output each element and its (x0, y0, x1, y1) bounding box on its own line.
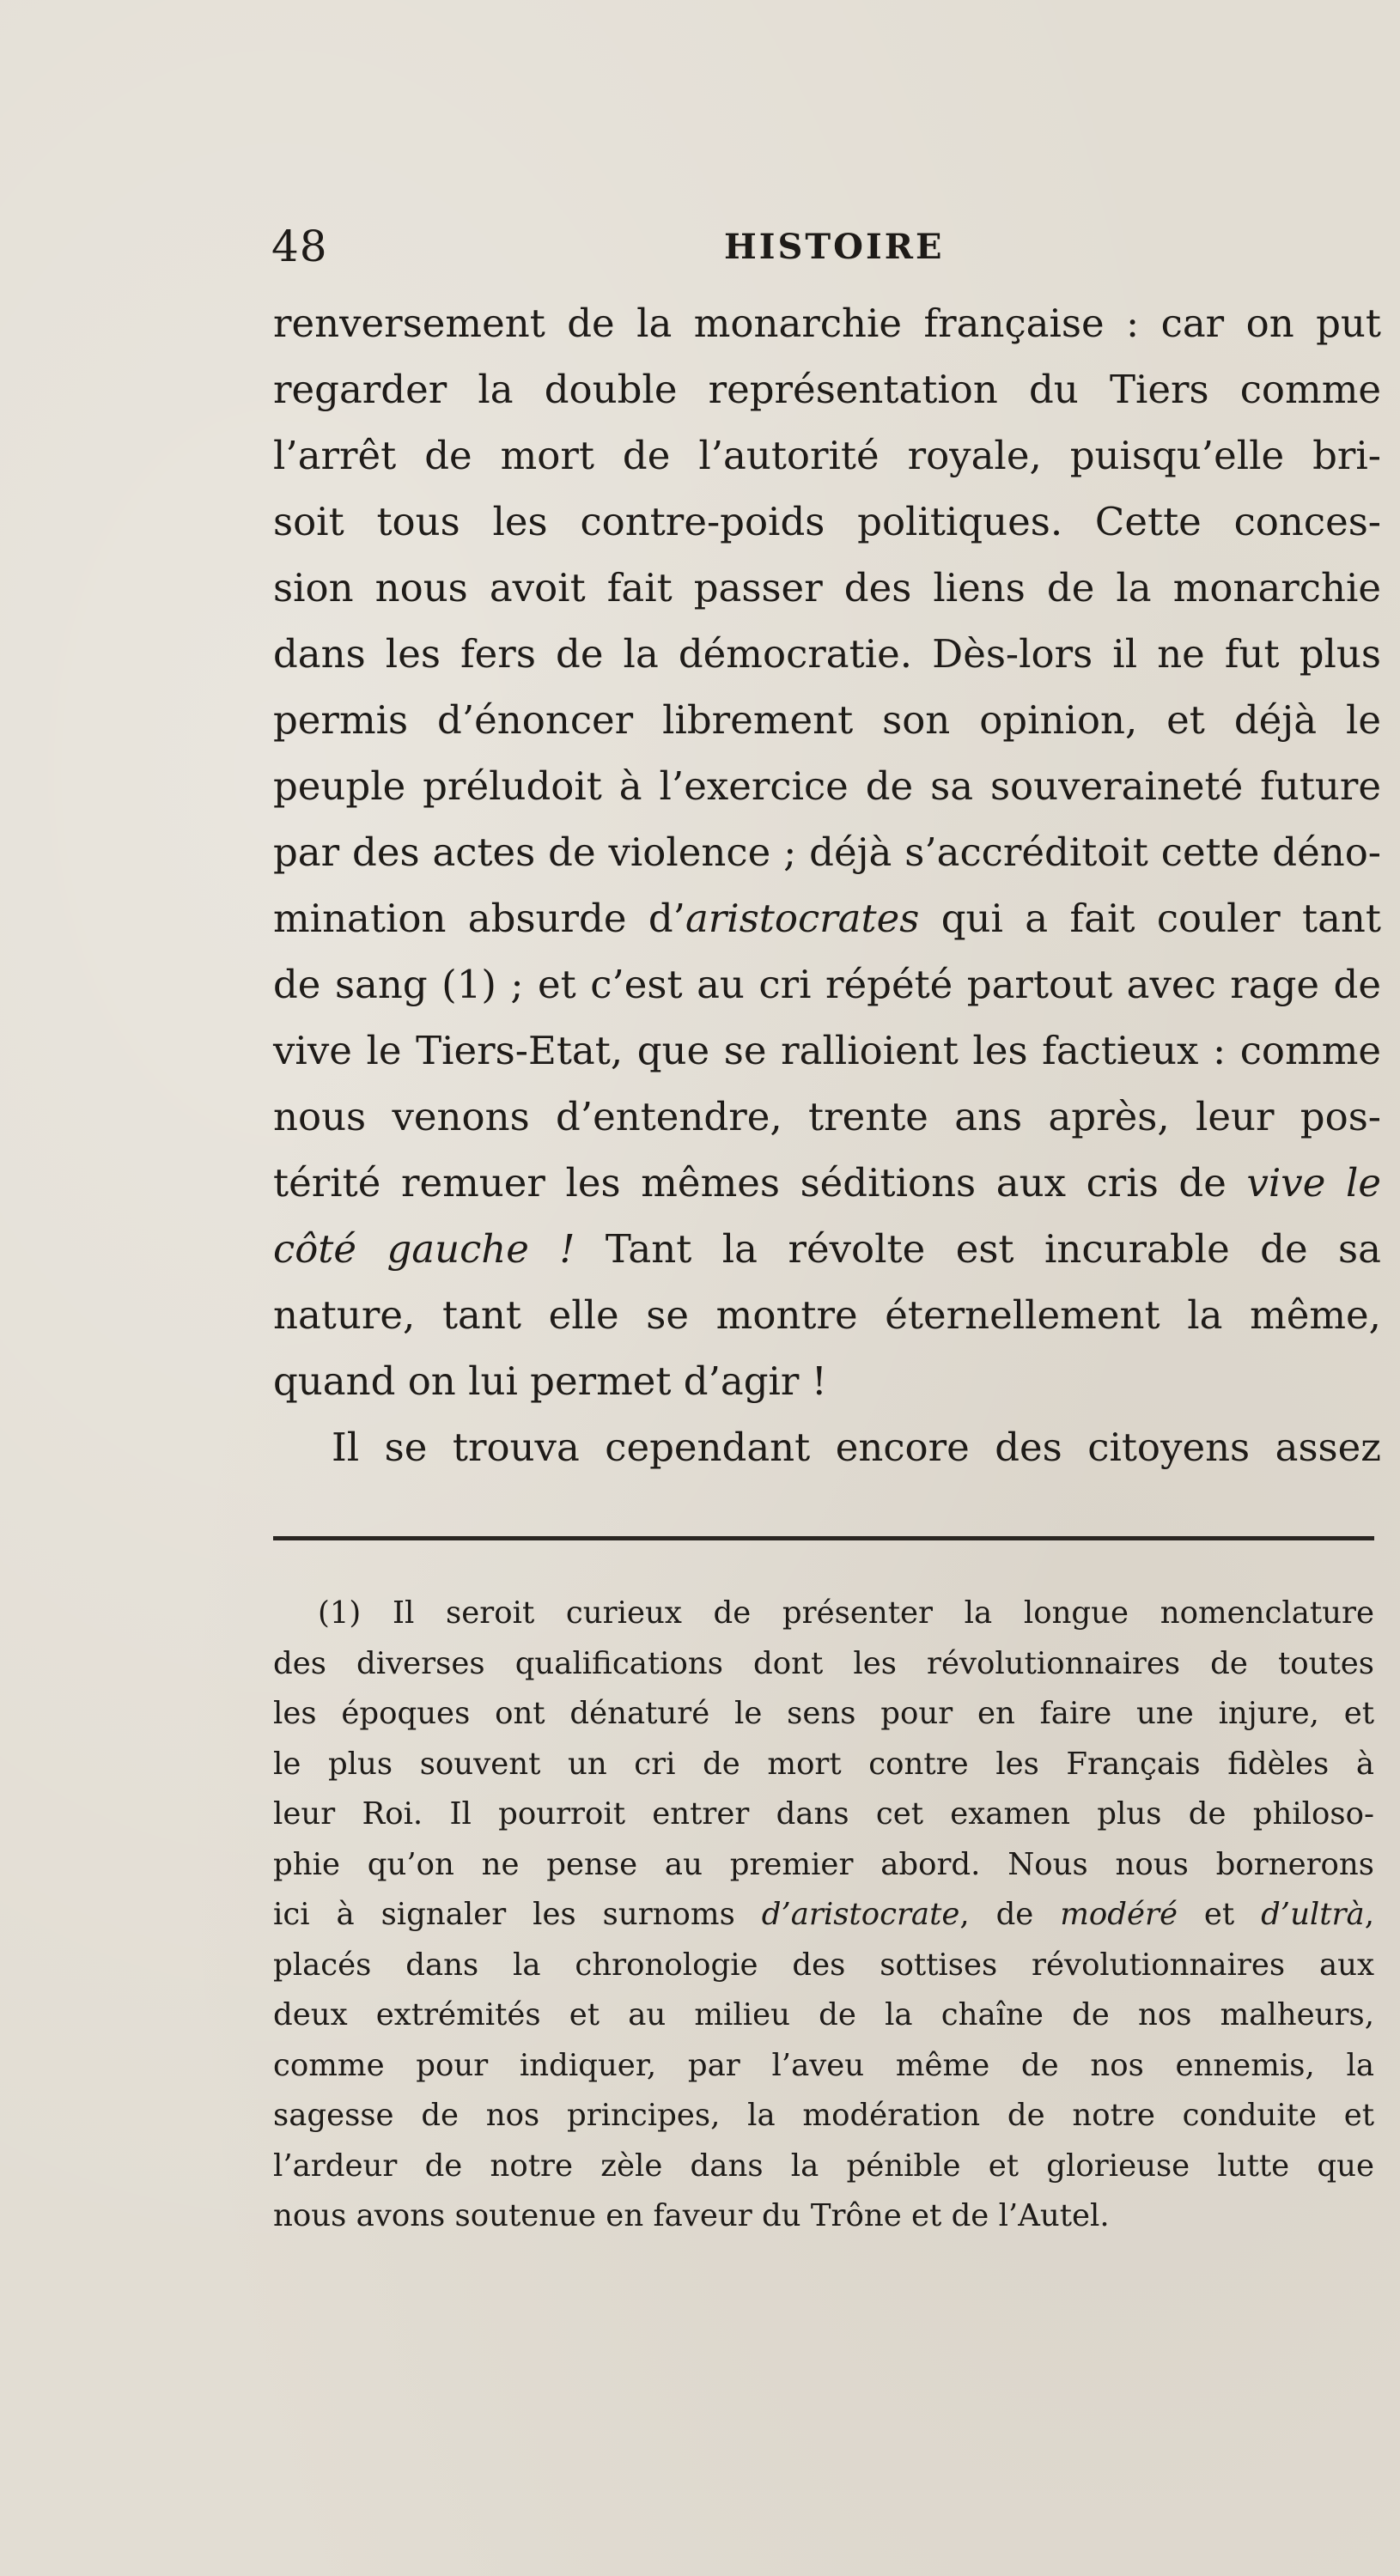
footnote-line: le plus souvent un cri de mort contre les Français fidèles à (273, 1746, 1374, 1782)
footnote-line: des diverses qualifications dont les révolutionnaires de toutes (273, 1645, 1374, 1681)
text-segment: ici à signaler les surnoms (273, 1897, 762, 1932)
text-line: nous venons d’entendre, trente ans après, leur pos- (273, 1094, 1381, 1139)
italic-term: aristocrates (685, 896, 920, 941)
footnote-separator (273, 1536, 1374, 1540)
footnote-line: sagesse de nos principes, la modération de notre conduite et (273, 2098, 1374, 2133)
text-line: renversement de la monarchie française : car on put (273, 301, 1381, 346)
italic-term: vive le (1246, 1160, 1382, 1206)
italic-term: côté gauche ! (273, 1226, 575, 1272)
italic-term: d’aristocrate (761, 1897, 960, 1932)
text-line: soit tous les contre-poids politiques. Cette conces- (273, 499, 1381, 544)
footnote-line (273, 1890, 1374, 1941)
footnote (273, 1589, 1374, 2242)
text-line: peuple préludoit à l’exercice de sa souveraineté future (273, 763, 1381, 809)
text-segment: Tant la révolte est incurable de sa (575, 1226, 1381, 1272)
footnote-line: phie qu’on ne pense au premier abord. Nous nous bornerons (273, 1846, 1374, 1882)
text-line: dans les fers de la démocratie. Dès-lors il ne fut plus (273, 631, 1381, 677)
page-number: 48 (271, 222, 328, 271)
text-segment: mination absurde d’ (273, 896, 685, 941)
text-line: regarder la double représentation du Tiers comme (273, 367, 1381, 412)
text-segment: qui a fait couler tant (919, 896, 1381, 941)
text-line: vive le Tiers-Etat, que se rallioient les factieux : comme (273, 1028, 1381, 1073)
italic-term: d’ultrà (1261, 1897, 1365, 1932)
footnote-line: leur Roi. Il pourroit entrer dans cet examen plus de philoso- (273, 1796, 1374, 1832)
text-line: sion nous avoit fait passer des liens de la monarchie (273, 565, 1381, 611)
footnote-line: deux extrémités et au milieu de la chaîne de nos malheurs, (273, 1997, 1374, 2032)
text-line: Il se trouva cependant encore des citoyens assez (332, 1425, 1381, 1470)
main-text (273, 290, 1381, 1480)
text-segment: térité remuer les mêmes séditions aux cris de (273, 1160, 1247, 1206)
text-line (273, 1150, 1381, 1216)
text-segment: , (1364, 1897, 1374, 1932)
page-header (265, 222, 1381, 273)
footnote-line: l’ardeur de notre zèle dans la pénible et glorieuse lutte que (273, 2148, 1374, 2184)
footnote-line: comme pour indiquer, par l’aveu même de nos ennemis, la (273, 2047, 1374, 2083)
footnote-line: les époques ont dénaturé le sens pour en faire une injure, et (273, 1696, 1374, 1731)
running-title: HISTOIRE (724, 227, 945, 267)
text-line: permis d’énoncer librement son opinion, et déjà le (273, 697, 1381, 743)
text-line (273, 1216, 1381, 1282)
text-line: de sang (1) ; et c’est au cri répété partout avec rage de (273, 962, 1381, 1007)
text-line: l’arrêt de mort de l’autorité royale, puisqu’elle bri- (273, 433, 1381, 478)
text-segment: , de (959, 1897, 1061, 1932)
text-line: quand on lui permet d’agir ! (273, 1358, 827, 1404)
text-line (273, 885, 1381, 951)
footnote-line: nous avons soutenue en faveur du Trône et de l’Autel. (273, 2198, 1110, 2233)
text-line: nature, tant elle se montre éternellement la même, (273, 1292, 1381, 1338)
footnote-line: placés dans la chronologie des sottises révolutionnaires aux (273, 1947, 1374, 1983)
text-line: par des actes de violence ; déjà s’accréditoit cette déno- (273, 829, 1381, 875)
italic-term: modéré (1060, 1897, 1178, 1932)
footnote-line: (1) Il seroit curieux de présenter la longue nomenclature (318, 1595, 1374, 1631)
text-segment: et (1177, 1897, 1262, 1932)
